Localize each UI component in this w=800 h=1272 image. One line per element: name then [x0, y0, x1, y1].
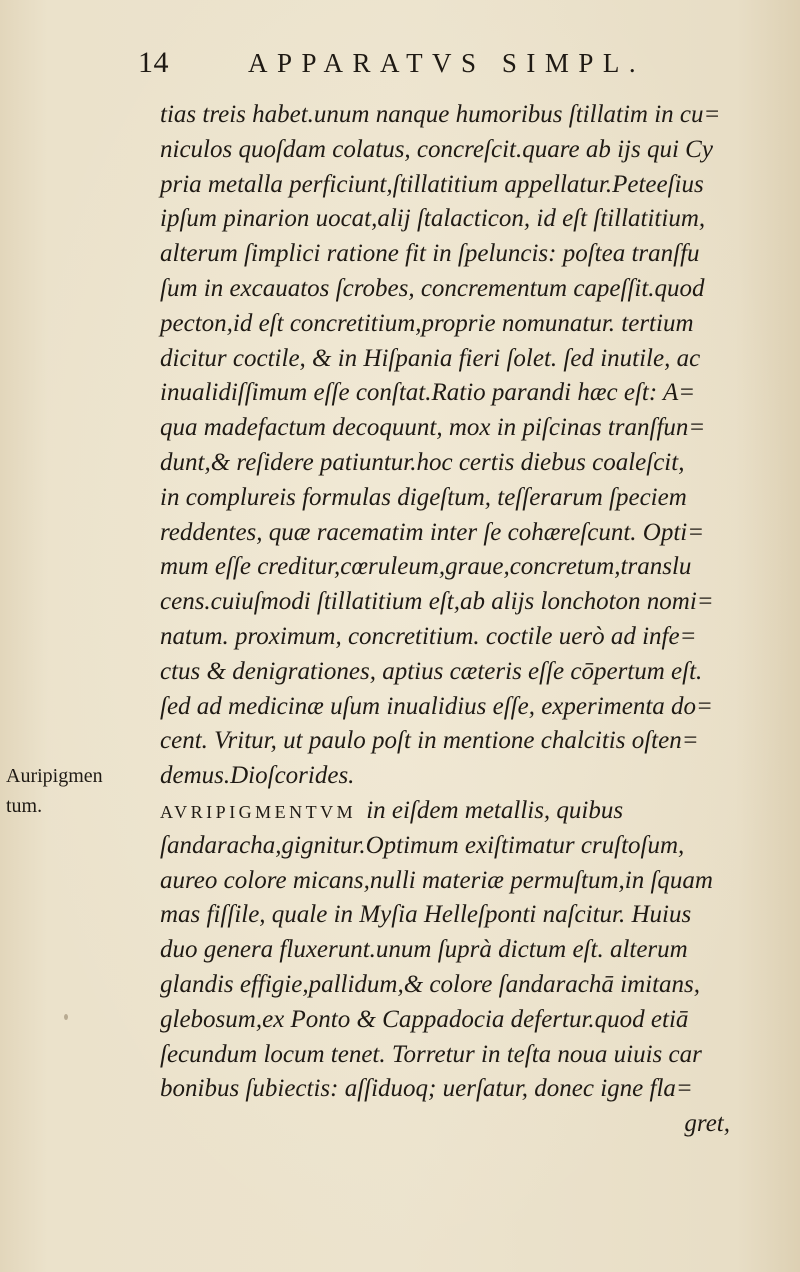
text-line: mum eſſe creditur,cœruleum,graue,concretum,translu — [160, 553, 692, 581]
text-line: natum. proximum, concretitium. coctile uerò ad infe= — [160, 622, 697, 650]
text-line: inualidiſſimum eſſe conſtat.Ratio parandi hæc eſt: A= — [160, 379, 696, 407]
text-line: niculos quoſdam colatus, concreſcit.quare ab ijs qui Cy — [160, 135, 713, 163]
text-line: in complureis formulas digeſtum, teſſerarum ſpeciem — [160, 483, 687, 511]
text-line: ſum in excauatos ſcrobes, concrementum capeſſit.quod — [160, 274, 705, 302]
text-line: ſandaracha,gignitur.Optimum exiſtimatur cruſtoſum, — [160, 831, 685, 859]
text-line: bonibus ſubiectis: aſſiduoq; uerſatur, donec igne fla= — [160, 1075, 693, 1103]
text-line: glebosum,ex Ponto & Cappadocia defertur.quod etiā — [160, 1005, 689, 1033]
folio-number: 14 — [138, 46, 169, 79]
text-line: tias treis habet.unum nanque humoribus ſtillatim in cu= — [160, 101, 721, 128]
running-title: APPARATVS SIMPL. — [248, 48, 646, 78]
page-header — [130, 44, 690, 86]
text-line: ipſum pinarion uocat,alij ſtalacticon, id eſt ſtillatitium, — [160, 205, 706, 233]
section-heading: AVRIPIGMENTVM — [160, 801, 357, 822]
text-line: ſed ad medicinæ uſum inualidius eſſe, experimenta do= — [160, 692, 713, 720]
margin-note — [6, 761, 156, 821]
margin-note-line: Auripigmen — [6, 765, 103, 787]
catchword-line: gret, — [684, 1110, 730, 1138]
text-line: ctus & denigrationes, aptius cæteris eſſe cōpertum eſt. — [160, 657, 703, 685]
text-line: alterum ſimplici ratione fit in ſpeluncis: poſtea tranſfu — [160, 240, 700, 268]
margin-note-line: tum. — [6, 795, 43, 817]
text-line: ſecundum locum tenet. Torretur in teſta noua uiuis car — [160, 1040, 702, 1068]
text-line: aureo colore micans,nulli materiæ permuſtum,in ſquam — [160, 866, 713, 894]
text-line: cens.cuiuſmodi ſtillatitium eſt,ab alijs lonchoton nomi= — [160, 588, 714, 616]
text-line: dunt,& reſidere patiuntur.hoc certis diebus coaleſcit, — [160, 448, 685, 476]
text-line-fragment: in eiſdem metallis, quibus — [366, 796, 624, 824]
text-line — [160, 794, 750, 829]
main-text — [160, 98, 750, 1142]
text-line: reddentes, quæ racematim inter ſe cohæreſcunt. Opti= — [160, 518, 705, 546]
text-line: duo genera fluxerunt.unum ſuprà dictum eſt. alterum — [160, 936, 688, 964]
text-line: pecton,id eſt concretitium,proprie nomunatur. tertium — [160, 309, 694, 337]
text-line: glandis effigie,pallidum,& colore ſandarachā imitans, — [160, 970, 701, 998]
text-line: mas fiſſile, quale in Myſia Helleſponti naſcitur. Huius — [160, 901, 692, 929]
text-line: cent. Vritur, ut paulo poſt in mentione chalcitis oſten= — [160, 727, 699, 755]
text-line: dicitur coctile, & in Hiſpania fieri ſolet. ſed inutile, ac — [160, 344, 701, 372]
text-line: qua madefactum decoquunt, mox in piſcinas tranſfun= — [160, 414, 706, 442]
text-line: pria metalla perficiunt,ſtillatitium appellatur.Peteeſius — [160, 170, 704, 198]
text-line: demus.Dioſcorides. — [160, 762, 355, 790]
ink-speck — [64, 1014, 68, 1020]
